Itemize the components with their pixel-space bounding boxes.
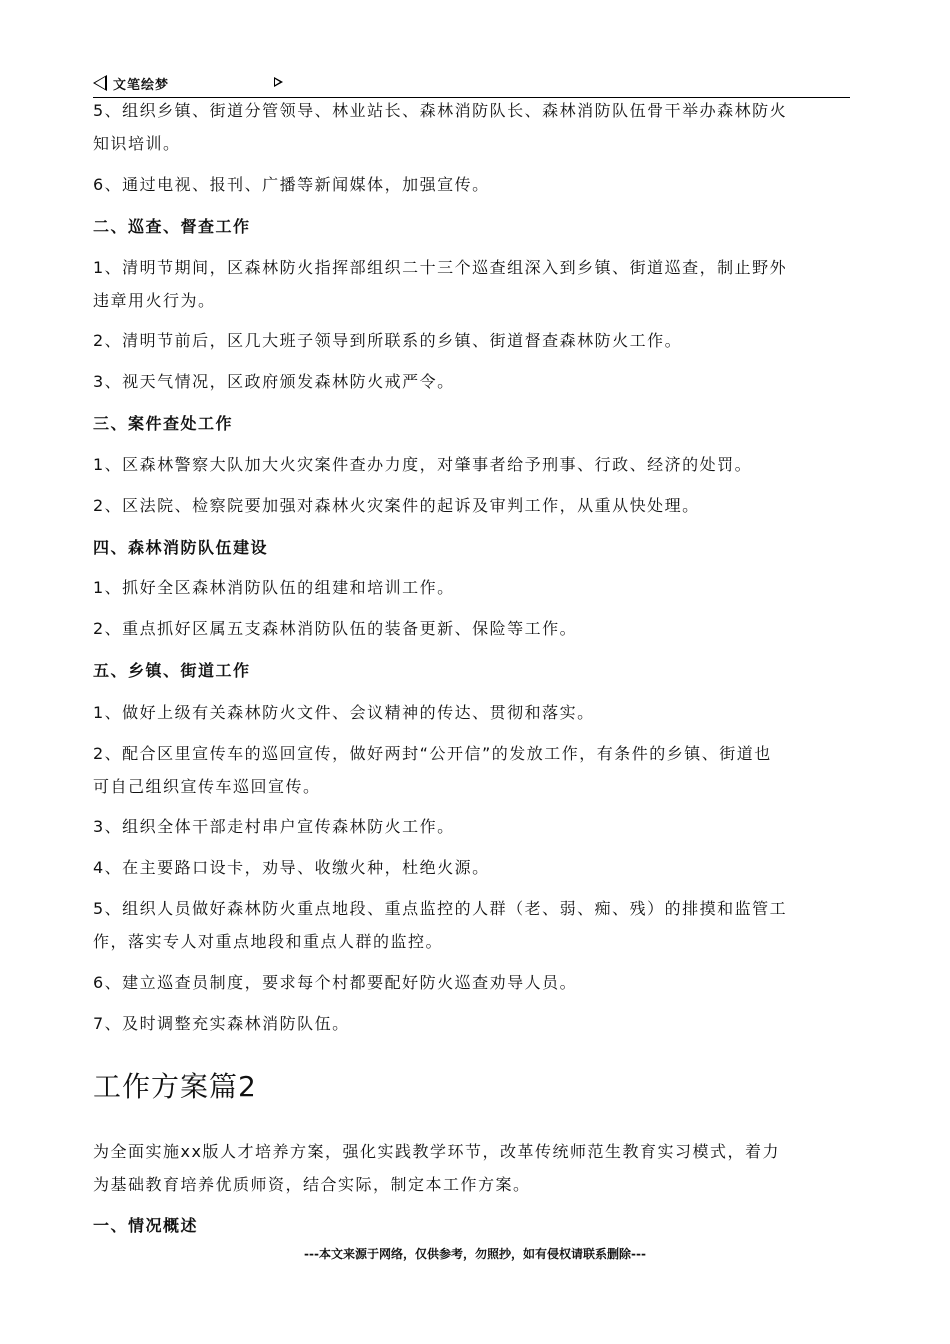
paragraph-line: 1、清明节期间，区森林防火指挥部组织二十三个巡查组深入到乡镇、街道巡查，制止野外 bbox=[93, 258, 788, 277]
paragraph-line: 知识培训。 bbox=[93, 134, 181, 153]
paragraph-line: 3、视天气情况，区政府颁发森林防火戒严令。 bbox=[93, 372, 455, 391]
paragraph-line: 作，落实专人对重点地段和重点人群的监控。 bbox=[93, 932, 444, 951]
paragraph-line: 2、重点抓好区属五支森林消防队伍的装备更新、保险等工作。 bbox=[93, 619, 578, 638]
section-heading: 三、案件查处工作 bbox=[93, 414, 234, 433]
paragraph-line: 3、组织全体干部走村串户宣传森林防火工作。 bbox=[93, 817, 455, 836]
paragraph-line: 5、组织乡镇、街道分管领导、林业站长、森林消防队长、森林消防队伍骨干举办森林防火 bbox=[93, 101, 788, 120]
paragraph-line: 2、区法院、检察院要加强对森林火灾案件的起诉及审判工作，从重从快处理。 bbox=[93, 496, 700, 515]
paragraph-line: 1、做好上级有关森林防火文件、会议精神的传达、贯彻和落实。 bbox=[93, 703, 595, 722]
paragraph-line: 2、配合区里宣传车的巡回宣传，做好两封“公开信”的发放工作，有条件的乡镇、街道也 bbox=[93, 744, 772, 763]
paragraph-line: 违章用火行为。 bbox=[93, 291, 216, 310]
section-heading: 二、巡查、督查工作 bbox=[93, 217, 251, 236]
paragraph-line: 6、通过电视、报刊、广播等新闻媒体，加强宣传。 bbox=[93, 175, 490, 194]
left-triangle-icon bbox=[93, 75, 107, 91]
paragraph-line: 为基础教育培养优质师资，结合实际，制定本工作方案。 bbox=[93, 1175, 531, 1194]
right-triangle-icon bbox=[274, 77, 283, 87]
paragraph-line: 为全面实施xx版人才培养方案，强化实践教学环节，改革传统师范生教育实习模式，着力 bbox=[93, 1142, 780, 1161]
paragraph-line: 4、在主要路口设卡，劝导、收缴火种，杜绝火源。 bbox=[93, 858, 490, 877]
paragraph-line: 5、组织人员做好森林防火重点地段、重点监控的人群（老、弱、痴、残）的排摸和监管工 bbox=[93, 899, 788, 918]
section-heading: 一、情况概述 bbox=[93, 1216, 199, 1235]
paragraph-line: 2、清明节前后，区几大班子领导到所联系的乡镇、街道督查森林防火工作。 bbox=[93, 331, 683, 350]
paragraph-line: 可自己组织宣传车巡回宣传。 bbox=[93, 777, 321, 796]
footer-disclaimer: ---本文来源于网络，仅供参考，勿照抄，如有侵权请联系删除--- bbox=[304, 1247, 646, 1261]
paragraph-line: 1、区森林警察大队加大火灾案件查办力度，对肇事者给予刑事、行政、经济的处罚。 bbox=[93, 455, 753, 474]
paragraph-line: 1、抓好全区森林消防队伍的组建和培训工作。 bbox=[93, 578, 455, 597]
document-title: 工作方案篇2 bbox=[93, 1070, 257, 1103]
section-heading: 五、乡镇、街道工作 bbox=[93, 661, 251, 680]
paragraph-line: 7、及时调整充实森林消防队伍。 bbox=[93, 1014, 350, 1033]
section-heading: 四、森林消防队伍建设 bbox=[93, 538, 269, 557]
header-brand: 文笔绘梦 bbox=[113, 78, 170, 93]
paragraph-line: 6、建立巡查员制度，要求每个村都要配好防火巡查劝导人员。 bbox=[93, 973, 578, 992]
